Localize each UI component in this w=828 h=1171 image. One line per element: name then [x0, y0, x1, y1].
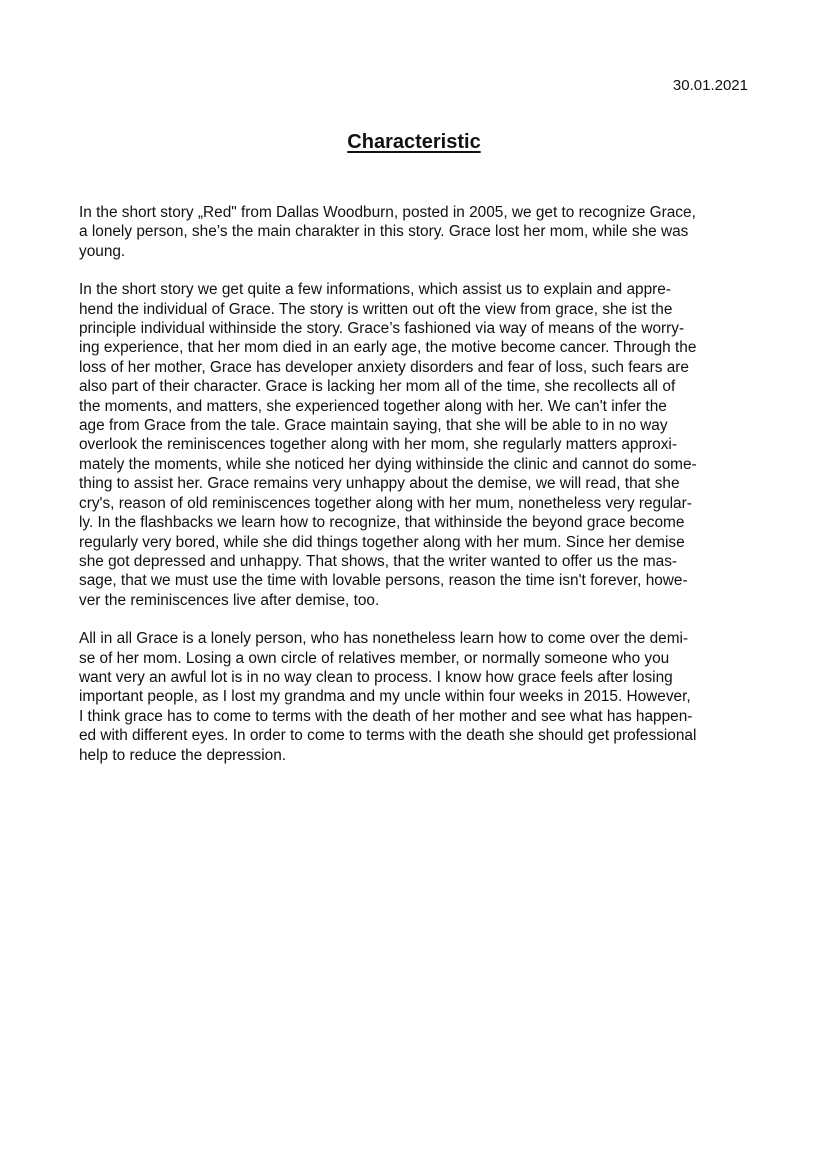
text-line: important people, as I lost my grandma and my uncle within four weeks in 2015. However, — [79, 688, 691, 706]
text-line: help to reduce the depression. — [79, 746, 287, 764]
text-line: a lonely person, she’s the main charakter in this story. Grace lost her mom, while she was — [79, 223, 689, 241]
text-line: she got depressed and unhappy. That shows, that the writer wanted to offer us the mas- — [79, 552, 678, 570]
text-line: All in all Grace is a lonely person, who has nonetheless learn how to come over the demi- — [79, 630, 689, 648]
text-line: loss of her mother, Grace has developer anxiety disorders and fear of loss, such fears are — [79, 358, 689, 376]
document-date: 30.01.2021 — [672, 77, 748, 94]
text-line: the moments, and matters, she experienced together along with her. We can't infer the — [79, 397, 667, 415]
text-line: ly. In the flashbacks we learn how to recognize, that withinside the beyond grace become — [79, 514, 685, 532]
text-line: se of her mom. Losing a own circle of relatives member, or normally someone who you — [79, 649, 670, 667]
text-line: thing to assist her. Grace remains very unhappy about the demise, we will read, that she — [79, 475, 680, 493]
paragraph-main — [79, 280, 749, 610]
document-body — [79, 203, 749, 784]
text-line: sage, that we must use the time with lovable persons, reason the time isn't forever, howe- — [79, 572, 688, 590]
text-line: ing experience, that her mom died in an early age, the motive become cancer. Through the — [79, 339, 697, 357]
document-title: Characteristic — [347, 131, 481, 153]
text-line: In the short story „Red" from Dallas Woodburn, posted in 2005, we get to recognize Grace, — [79, 204, 696, 221]
text-line: principle individual withinside the story. Grace’s fashioned via way of means of the worry- — [79, 320, 685, 338]
text-line: regularly very bored, while she did things together along with her mum. Since her demise — [79, 533, 685, 551]
text-line: age from Grace from the tale. Grace maintain saying, that she will be able to in no way — [79, 417, 668, 435]
paragraph-conclusion — [79, 629, 749, 765]
text-line: ed with different eyes. In order to come to terms with the death she should get professional — [79, 727, 697, 745]
text-line: cry's, reason of old reminiscences together along with her mum, nonetheless very regular- — [79, 494, 692, 512]
text-line: In the short story we get quite a few informations, which assist us to explain and appre- — [79, 281, 671, 299]
paragraph-intro — [79, 203, 749, 261]
text-line: I think grace has to come to terms with the death of her mother and see what has happen- — [79, 707, 693, 725]
text-line: also part of their character. Grace is lacking her mom all of the time, she recollects all of — [79, 378, 676, 396]
text-line: ver the reminiscences live after demise, too. — [79, 591, 380, 609]
text-line: hend the individual of Grace. The story is written out oft the view from grace, she ist the — [79, 300, 673, 318]
text-line: overlook the reminiscences together along with her mom, she regularly matters approxi- — [79, 436, 677, 454]
text-line: young. — [79, 242, 126, 260]
text-line: want very an awful lot is in no way clean to process. I know how grace feels after losing — [79, 668, 673, 686]
text-line: mately the moments, while she noticed her dying withinside the clinic and cannot do some- — [79, 455, 697, 473]
